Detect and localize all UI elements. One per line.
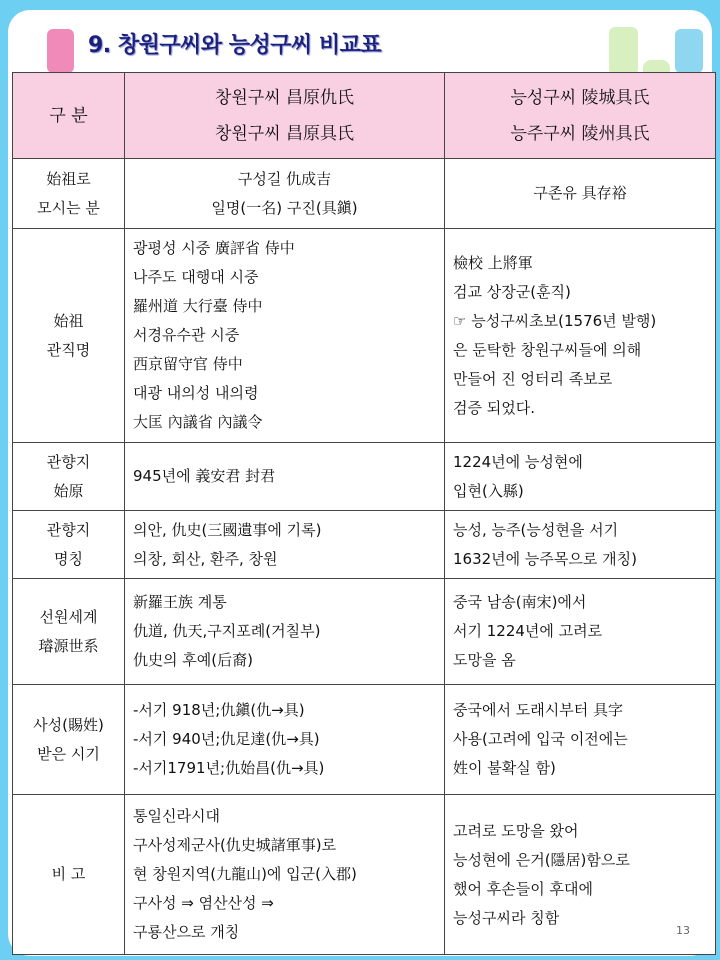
cell-line: 新羅王族 계통 — [133, 593, 227, 611]
table-row-notes — [13, 795, 716, 955]
cell-line: 구성길 仇成吉 — [237, 169, 332, 188]
cell-line: 통일신라시대 — [133, 807, 220, 825]
page-number: 13 — [676, 924, 690, 937]
decor-tab-green — [609, 27, 638, 75]
changwon-cell — [125, 443, 445, 511]
cell-line: 1632년에 능주목으로 개칭) — [453, 549, 637, 568]
table-row-founder — [13, 159, 716, 229]
header-changwon-line: 창원구씨 昌原具氏 — [214, 123, 355, 144]
cell-line: 西京留守官 侍中 — [133, 355, 243, 373]
cell-line: -서기1791년;仇始昌(仇→具) — [133, 759, 325, 777]
cell-line: 檢校 上將軍 — [453, 253, 533, 272]
cell-line: 仇道, 仇天,구지포례(거칠부) — [133, 622, 321, 640]
row-label: 모시는 분 — [37, 198, 100, 217]
cell-line: 광평성 시중 廣評省 侍中 — [133, 239, 295, 257]
cell-line: 구존유 具存裕 — [533, 184, 627, 202]
row-label: 始祖로 — [46, 169, 91, 188]
cell-line: 능성현에 은거(隱居)함으로 — [453, 850, 630, 869]
cell-line: 나주도 대행대 시중 — [133, 268, 259, 286]
cell-line: 구룡산으로 개칭 — [133, 923, 240, 941]
table-row-names — [13, 511, 716, 579]
cell-line: -서기 918년;仇鎭(仇→具) — [133, 701, 305, 719]
cell-line: 大匡 內議省 內議令 — [133, 413, 263, 431]
neungseong-cell — [445, 795, 716, 955]
cell-line: 일명(一名) 구진(具鎭) — [211, 198, 358, 217]
cell-line: 사용(고려에 입국 이전에는 — [453, 730, 628, 748]
header-neungseong-cell — [445, 73, 716, 159]
table-row-surname — [13, 685, 716, 795]
changwon-cell — [125, 159, 445, 229]
changwon-cell — [125, 795, 445, 955]
row-label: 비 고 — [51, 865, 86, 883]
cell-line: 서기 1224년에 고려로 — [453, 622, 603, 640]
cell-line: 현 창원지역(九龍山)에 입군(入郡) — [133, 865, 357, 883]
header-label: 구 분 — [49, 105, 88, 126]
cell-line: 검증 되었다. — [453, 398, 535, 417]
row-label: 명칭 — [54, 549, 83, 568]
cell-line: 입현(入縣) — [453, 481, 524, 500]
table-row-lineage — [13, 579, 716, 685]
decor-tab-blue — [675, 29, 703, 73]
neungseong-cell — [445, 511, 716, 579]
row-label: 璿源世系 — [38, 636, 99, 655]
decor-tab-pink — [47, 29, 74, 73]
cell-line: 서경유수관 시중 — [133, 326, 240, 344]
neungseong-cell — [445, 443, 716, 511]
header-neungseong-line: 능주구씨 陵州具氏 — [510, 123, 650, 144]
row-label: 관향지 — [46, 520, 91, 539]
neungseong-cell — [445, 159, 716, 229]
cell-line: 검교 상장군(훈직) — [453, 282, 571, 301]
cell-line: 羅州道 大行臺 侍中 — [133, 297, 263, 315]
changwon-cell — [125, 229, 445, 443]
cell-line: 구사성제군사(仇史城諸軍事)로 — [133, 836, 337, 854]
cell-line: 仇史의 후예(后裔) — [133, 651, 253, 669]
cell-line: 고려로 도망을 왔어 — [453, 821, 579, 840]
row-label-cell — [13, 795, 125, 955]
row-label: 관향지 — [46, 452, 91, 471]
cell-line: ☞ 능성구씨초보(1576년 발행) — [453, 311, 657, 330]
cell-line: 중국에서 도래시부터 具字 — [453, 701, 623, 719]
page-title: 9. 창원구씨와 능성구씨 비교표 — [88, 33, 382, 58]
row-label-cell — [13, 229, 125, 443]
neungseong-cell — [445, 229, 716, 443]
cell-line: 은 둔탁한 창원구씨들에 의해 — [453, 340, 642, 359]
row-label-cell — [13, 159, 125, 229]
row-label: 사성(賜姓) — [33, 715, 104, 734]
row-label: 받은 시기 — [37, 744, 100, 763]
changwon-cell — [125, 685, 445, 795]
cell-line: 대광 내의성 내의령 — [133, 384, 259, 402]
table-row-origin — [13, 443, 716, 511]
cell-line: 만들어 진 엉터리 족보로 — [453, 369, 613, 388]
row-label-cell — [13, 579, 125, 685]
row-label-cell — [13, 511, 125, 579]
cell-line: 945년에 義安君 封君 — [133, 467, 276, 485]
header-neungseong-line: 능성구씨 陵城具氏 — [510, 87, 650, 108]
cell-line: 중국 남송(南宋)에서 — [453, 593, 587, 611]
cell-line: 능성, 능주(능성현을 서기 — [453, 520, 619, 539]
cell-line: 의안, 仇史(三國遺事에 기록) — [133, 520, 322, 539]
header-changwon-line: 창원구씨 昌原仇氏 — [214, 87, 355, 108]
row-label-cell — [13, 443, 125, 511]
changwon-cell — [125, 579, 445, 685]
cell-line: 姓이 불확실 함) — [453, 759, 556, 777]
neungseong-cell — [445, 579, 716, 685]
row-label-cell — [13, 685, 125, 795]
cell-line: 했어 후손들이 후대에 — [453, 879, 593, 898]
row-label: 始原 — [53, 481, 84, 500]
cell-line: 의창, 회산, 환주, 창원 — [133, 549, 278, 568]
header-changwon-cell — [125, 73, 445, 159]
cell-line: 도망을 옴 — [453, 651, 516, 669]
header-row — [13, 73, 716, 159]
neungseong-cell — [445, 685, 716, 795]
header-label-cell — [13, 73, 125, 159]
cell-line: 구사성 ⇒ 염산산성 ⇒ — [133, 894, 274, 912]
comparison-table — [12, 72, 716, 955]
cell-line: 1224년에 능성현에 — [453, 452, 583, 471]
cell-line: 능성구씨라 칭함 — [453, 908, 560, 927]
cell-line: -서기 940년;仇足達(仇→具) — [133, 730, 320, 748]
row-label: 관직명 — [46, 340, 91, 359]
changwon-cell — [125, 511, 445, 579]
row-label: 始祖 — [53, 311, 84, 330]
table-row-office — [13, 229, 716, 443]
row-label: 선원세계 — [39, 607, 98, 626]
